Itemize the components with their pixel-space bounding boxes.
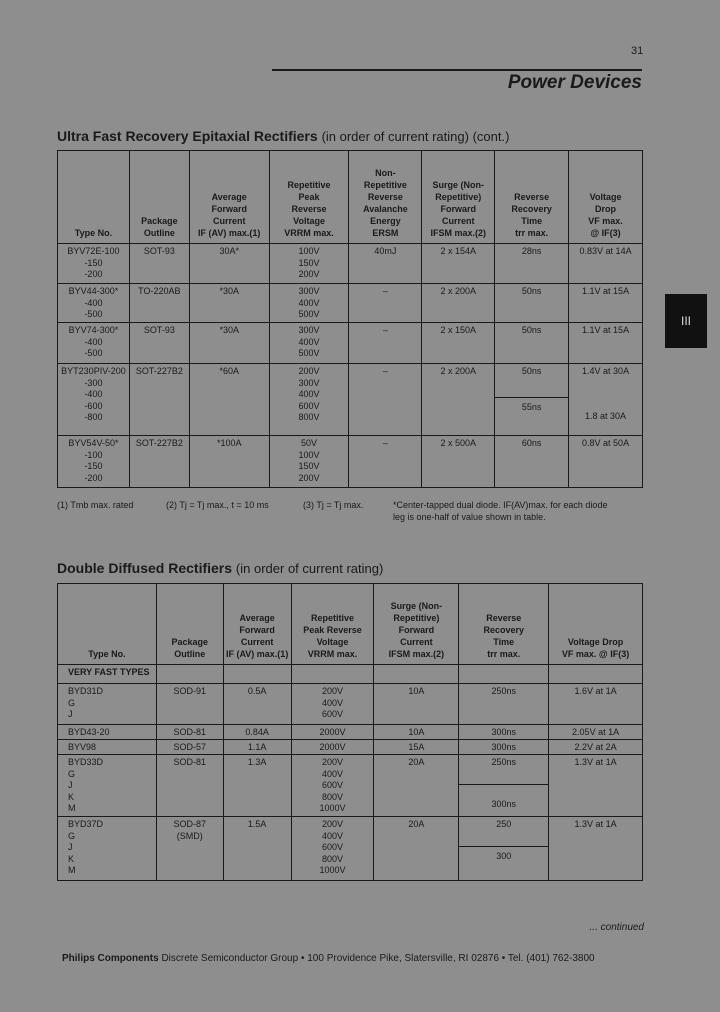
page-footer [62, 953, 595, 964]
header-rule [272, 69, 642, 71]
cell-package: SOD-81 [156, 725, 223, 740]
table-row [58, 244, 643, 284]
cell-trr-2: 55ns [521, 402, 542, 412]
table-row [58, 684, 643, 725]
t1-col-vf: Voltage Drop VF max. @ IF(3) [569, 151, 643, 244]
group-label: VERY FAST TYPES [58, 665, 157, 684]
cell-energy: – [349, 364, 422, 436]
table1-subtitle: (in order of current rating) (cont.) [321, 129, 510, 144]
table1-header-row [58, 151, 643, 244]
cell-current: 0.5A [223, 684, 291, 725]
cell-energy: 40mJ [349, 244, 422, 284]
cell-vf: 0.8V at 50A [569, 436, 643, 488]
cell-energy: – [349, 436, 422, 488]
table-row [58, 436, 643, 488]
cell-vf-2: 1.8 at 30A [585, 411, 627, 421]
t1-footnote-2: (2) Tj = Tj max., t = 10 ms [166, 500, 269, 510]
cell-type: BYD31D G J [58, 684, 157, 725]
table-row [58, 725, 643, 740]
cell-current: 1.1A [223, 740, 291, 755]
ultra-fast-rectifier-table [57, 150, 643, 488]
cell-voltage: 200V 400V 600V 800V 1000V [291, 755, 374, 817]
table2-header-row [58, 584, 643, 665]
cell-vf: 1.3V at 1A [549, 755, 643, 817]
cell-trr: 300ns [459, 740, 549, 755]
cell-surge: 10A [374, 684, 459, 725]
cell-vf: 1.1V at 15A [569, 323, 643, 364]
cell-voltage: 200V 400V 600V [291, 684, 374, 725]
cell-type: BYV74-300* -400 -500 [58, 323, 130, 364]
cell-trr-2: 300 [496, 851, 512, 861]
cell-trr: 50ns [495, 323, 569, 364]
cell-vf: 1.3V at 1A [549, 817, 643, 881]
cell-current: *100A [189, 436, 269, 488]
section-title: Power Devices [507, 72, 642, 93]
footer-company: Philips Components [62, 953, 159, 964]
cell-trr: 300ns [459, 725, 549, 740]
table1-title [57, 128, 509, 144]
cell-trr: 50ns [495, 284, 569, 323]
t1-footnote-1: (1) Tmb max. rated [57, 500, 134, 510]
cell-type: BYD33D G J K M [58, 755, 157, 817]
cell-type: BYT230PIV-200 -300 -400 -600 -800 [58, 364, 130, 436]
table-row [58, 755, 643, 817]
cell-surge: 2 x 200A [422, 364, 495, 436]
cell-package: TO-220AB [129, 284, 189, 323]
t2-col-surge: Surge (Non- Repetitive) Forward Current IFSM max.(2) [374, 584, 459, 665]
cell-vf: 0.83V at 14A [569, 244, 643, 284]
cell-vf: 1.1V at 15A [569, 284, 643, 323]
cell-trr: 250ns [459, 755, 548, 785]
cell-trr: 60ns [495, 436, 569, 488]
t2-col-package: Package Outline [156, 584, 223, 665]
cell-trr: 28ns [495, 244, 569, 284]
side-tab: III [665, 294, 707, 348]
t1-col-type: Type No. [58, 151, 130, 244]
table2-title [57, 560, 383, 576]
cell-type: BYV54V-50* -100 -150 -200 [58, 436, 130, 488]
cell-surge: 2 x 150A [422, 323, 495, 364]
page-number: 31 [631, 45, 644, 57]
cell-trr-split [459, 817, 549, 881]
cell-energy: – [349, 323, 422, 364]
cell-energy: – [349, 284, 422, 323]
cell-trr-split [495, 364, 569, 436]
t1-col-energy: Non- Repetitive Reverse Avalanche Energy ERSM [349, 151, 422, 244]
group-row [58, 665, 643, 684]
table1-title-text: Ultra Fast Recovery Epitaxial Rectifiers [57, 128, 318, 144]
cell-vf: 2.05V at 1A [549, 725, 643, 740]
t2-col-current: Average Forward Current IF (AV) max.(1) [223, 584, 291, 665]
cell-package: SOT-93 [129, 244, 189, 284]
cell-package: SOD-91 [156, 684, 223, 725]
table-row [58, 817, 643, 881]
table-row [58, 740, 643, 755]
table2-subtitle: (in order of current rating) [235, 561, 384, 576]
t1-col-surge: Surge (Non- Repetitive) Forward Current IFSM max.(2) [422, 151, 495, 244]
cell-current: *30A [189, 323, 269, 364]
cell-current: *30A [189, 284, 269, 323]
cell-surge: 10A [374, 725, 459, 740]
cell-package: SOT-227B2 [129, 364, 189, 436]
t1-footnote-3: (3) Tj = Tj max. [303, 500, 364, 510]
cell-trr-2: 300ns [491, 799, 516, 809]
cell-surge: 15A [374, 740, 459, 755]
t1-col-voltage: Repetitive Peak Reverse Voltage VRRM max. [269, 151, 349, 244]
cell-type: BYD37D G J K M [58, 817, 157, 881]
cell-voltage: 300V 400V 500V [269, 284, 349, 323]
t1-col-trr: Reverse Recovery Time trr max. [495, 151, 569, 244]
cell-voltage: 2000V [291, 725, 374, 740]
cell-trr: 250 [459, 817, 548, 847]
cell-vf: 1.4V at 30A [582, 366, 630, 376]
table-row [58, 323, 643, 364]
cell-type: BYD43-20 [58, 725, 157, 740]
cell-surge: 20A [374, 755, 459, 817]
cell-package: SOD-87 (SMD) [156, 817, 223, 881]
cell-voltage: 50V 100V 150V 200V [269, 436, 349, 488]
cell-surge: 2 x 200A [422, 284, 495, 323]
cell-current: 1.5A [223, 817, 291, 881]
cell-voltage: 200V 300V 400V 600V 800V [269, 364, 349, 436]
t2-col-voltage: Repetitive Peak Reverse Voltage VRRM max. [291, 584, 374, 665]
cell-current: 0.84A [223, 725, 291, 740]
continued-note: ... continued [589, 922, 644, 933]
cell-package: SOD-81 [156, 755, 223, 817]
cell-voltage: 300V 400V 500V [269, 323, 349, 364]
cell-vf: 2.2V at 2A [549, 740, 643, 755]
double-diffused-rectifier-table [57, 583, 643, 881]
cell-package: SOD-57 [156, 740, 223, 755]
cell-surge: 2 x 500A [422, 436, 495, 488]
t1-col-package: Package Outline [129, 151, 189, 244]
cell-current: 1.3A [223, 755, 291, 817]
cell-trr: 250ns [459, 684, 549, 725]
cell-vf-split [569, 364, 643, 436]
table-row [58, 284, 643, 323]
cell-surge: 2 x 154A [422, 244, 495, 284]
cell-vf: 1.6V at 1A [549, 684, 643, 725]
cell-type: BYV98 [58, 740, 157, 755]
cell-surge: 20A [374, 817, 459, 881]
cell-trr-split [459, 755, 549, 817]
cell-type: BYV44-300* -400 -500 [58, 284, 130, 323]
table-row [58, 364, 643, 436]
cell-current: *60A [189, 364, 269, 436]
cell-package: SOT-227B2 [129, 436, 189, 488]
cell-voltage: 100V 150V 200V [269, 244, 349, 284]
t2-col-vf: Voltage Drop VF max. @ IF(3) [549, 584, 643, 665]
cell-voltage: 2000V [291, 740, 374, 755]
table2-title-text: Double Diffused Rectifiers [57, 560, 233, 576]
footer-address: Discrete Semiconductor Group • 100 Providence Pike, Slatersville, RI 02876 • Tel. (401) 762-3800 [158, 953, 595, 964]
t2-col-trr: Reverse Recovery Time trr max. [459, 584, 549, 665]
cell-type: BYV72E-100 -150 -200 [58, 244, 130, 284]
cell-trr: 50ns [495, 364, 568, 398]
cell-current: 30A* [189, 244, 269, 284]
cell-voltage: 200V 400V 600V 800V 1000V [291, 817, 374, 881]
t1-col-current: Average Forward Current IF (AV) max.(1) [189, 151, 269, 244]
t2-col-type: Type No. [58, 584, 157, 665]
t1-footnote-4: *Center-tapped dual diode. IF(AV)max. for each diode leg is one-half of value shown in table. [393, 500, 608, 522]
cell-package: SOT-93 [129, 323, 189, 364]
